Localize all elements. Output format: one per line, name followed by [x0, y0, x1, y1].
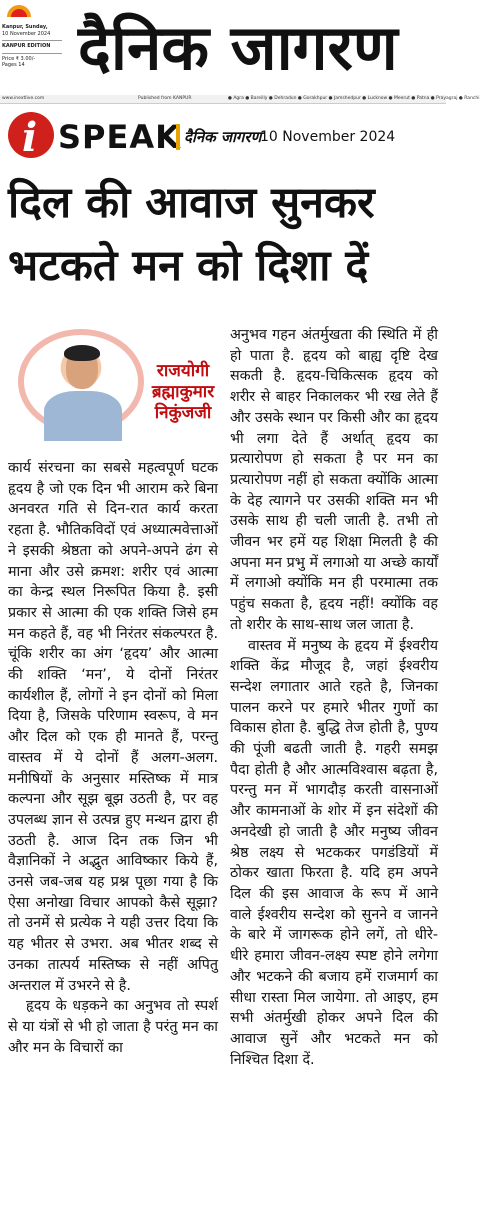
website: www.inextlive.com — [2, 96, 45, 101]
edition-city: Kanpur, Sunday, — [2, 24, 48, 30]
published-from: Published from KANPUR — [138, 96, 192, 101]
ispeak-i: i — [22, 114, 38, 161]
paper-name: दैनिक जागरण — [184, 128, 262, 146]
article-column-1 — [8, 458, 218, 1058]
article-paragraph: अनुभव गहन अंतर्मुखता की स्थिति में ही हो पाता है. हृदय को बाह्य दृष्टि देख सकती है. हृदय-चिकित्सक हृदय को शरीर से बाहर निकालकर भी रख लेते हैं और उसके स्थान पर किसी और का हृदय भी लगा देते हैं अर्थात् हृदय का प्रत्यारोपण हो सकता है पर मन का प्रत्यारोपण नहीं हो सकता क्योंकि आत्मा के देह त्यागने पर उसकी शक्ति मन भी उसके साथ ही चली जाती है. तभी तो जीवन भर हमें यह शिक्षा मिलती है की अपना मन प्रभु में लगाओ या अच्छे कार्यों में लगाओ क्योंकि मन ही परमात्मा तक पहुंच सकता है, हृदय नहीं! क्योंकि वह तो शरीर के साथ-साथ जल जाता है. — [230, 327, 438, 633]
paper-date: 10 November 2024 — [260, 129, 396, 145]
headline-line-2: भटकते मन को दिशा दें — [8, 241, 369, 291]
edition-info — [2, 24, 62, 69]
article-paragraph: कार्य संरचना का सबसे महत्वपूर्ण घटक हृदय है जो एक दिन भी आराम करे बिना अनवरत गति से दिन-रात कार्य करता रहता है. भौतिकविदों एवं अध्यात्मवेत्ताओं ने इसकी श्रेष्ठता को अपने-अपने ढंग से माना और उसे क्रमश: शरीर एवं आत्मा का केन्द्र स्थल निरूपित किया है. इसी प्रकार से आत्मा की एक शक्ति जिसे हम मन कहते हैं, वह भी निरंतर संकल्परत है. चूंकि शरीर का अंग ‘हृदय’ और आत्मा की शक्ति ‘मन’, ये दोनों निरंतर कार्यशील हैं, लोगों ने इन दोनों को मिला दिया है, जिसके परिणाम स्वरूप, वे मन और दिल को एक ही मानते हैं, परन्तु वास्तव में ये दोनों हैं अलग-अलग. मनीषियों के अनुसार मस्तिष्क में मात्र कल्पना और सूझ बूझ उठती है, पर वह उपलब्ध ज्ञान से उत्पन्न हुए मन्थन द्वारा ही उठती है. आज दिन तक जिन भी वैज्ञानिकों ने अद्भुत आविष्कार किये हैं, उनसे जब-जब यह प्रश्न पूछा गया है कि ऐसा अनोखा विचार आपको कैसे सूझा? तो उनमें से प्रत्येक ने यही उत्तर दिया कि यह भीतर से उभरा. अब भीतर शब्द से उनका तात्पर्य मस्तिष्क से नहीं अपितु अन्तराल में उभरने से है. — [8, 460, 218, 994]
edition-pages: Pages 14 — [2, 62, 25, 68]
sun-logo-icon — [6, 4, 32, 18]
masthead-strip — [0, 95, 480, 104]
author-person: निकुंजजी — [154, 403, 212, 423]
edition-date: 10 November 2024 — [2, 30, 51, 37]
author-box — [8, 323, 224, 458]
ispeak-speak: SPEAK — [58, 118, 181, 156]
paper-date-tag — [176, 124, 438, 150]
author-name — [138, 361, 228, 424]
author-org: ब्रह्माकुमार — [151, 382, 215, 402]
masthead — [0, 0, 446, 95]
article-column-2 — [230, 325, 438, 1070]
newspaper-logo: दैनिक जागरण — [78, 11, 398, 84]
article-paragraph: वास्तव में मनुष्य के हृदय में ईश्वरीय शक्ति केंद्र मौजूद है, जहां ईश्वरीय सन्देश लगातार आते रहते है, जिनका पालन करने पर हमारे भीतर गुणों का विकास होता है. बुद्धि तेज होती है, पुण्य की पूंजी बढती जाती है. गहरी समझ पैदा होती है और आत्मविश्वास बढ़ता है, परन्तु मन में भागदौड़ करती वासनाओं और कामनाओं के शोर में इन संदेशों की अनदेखी हो जाती है और मनुष्य जीवन श्रेष्ठ लक्ष्य से भटककर पगडंडियों में ठोकर खाता फिरता है. यदि हम अपने दिल की इस आवाज के रूप में आने वाले ईश्वरीय सन्देश को सुनने व जानने के बारे में जागरूक होने लगें, तो धीरे-धीरे हमारा जीवन-लक्ष्य स्पष्ट होने लगेगा और भटकने की बजाय हमें राजमार्ग का सीधा रास्ता मिल जायेगा. तो आइए, हम सभी अंतर्मुखी होकर अपने दिल की आवाज सुनें और भटकते मन को निश्चित दिशा दें. — [230, 637, 438, 1068]
headline-line-1: दिल की आवाज सुनकर — [8, 178, 375, 228]
ispeak-logo — [8, 112, 181, 162]
paper-name-box — [176, 124, 261, 150]
author-title: राजयोगी — [156, 361, 210, 381]
edition-cities: ● Agra ● Bareilly ● Dehradun ● Gorakhpur ● Jamshedpur ● Lucknow ● Meerut ● Patna ● Prayagraj ● Ranchi — [228, 96, 480, 101]
author-photo — [18, 329, 144, 434]
article-paragraph: हृदय के धड़कने का अनुभव तो स्पर्श से या यंत्रों से भी हो जाता है परंतु मन का और मन के विचारों का — [8, 998, 218, 1056]
headline — [8, 172, 440, 298]
edition-price: Price ₹ 3.00/- — [2, 55, 36, 62]
edition-name: KANPUR EDITION — [2, 43, 51, 49]
